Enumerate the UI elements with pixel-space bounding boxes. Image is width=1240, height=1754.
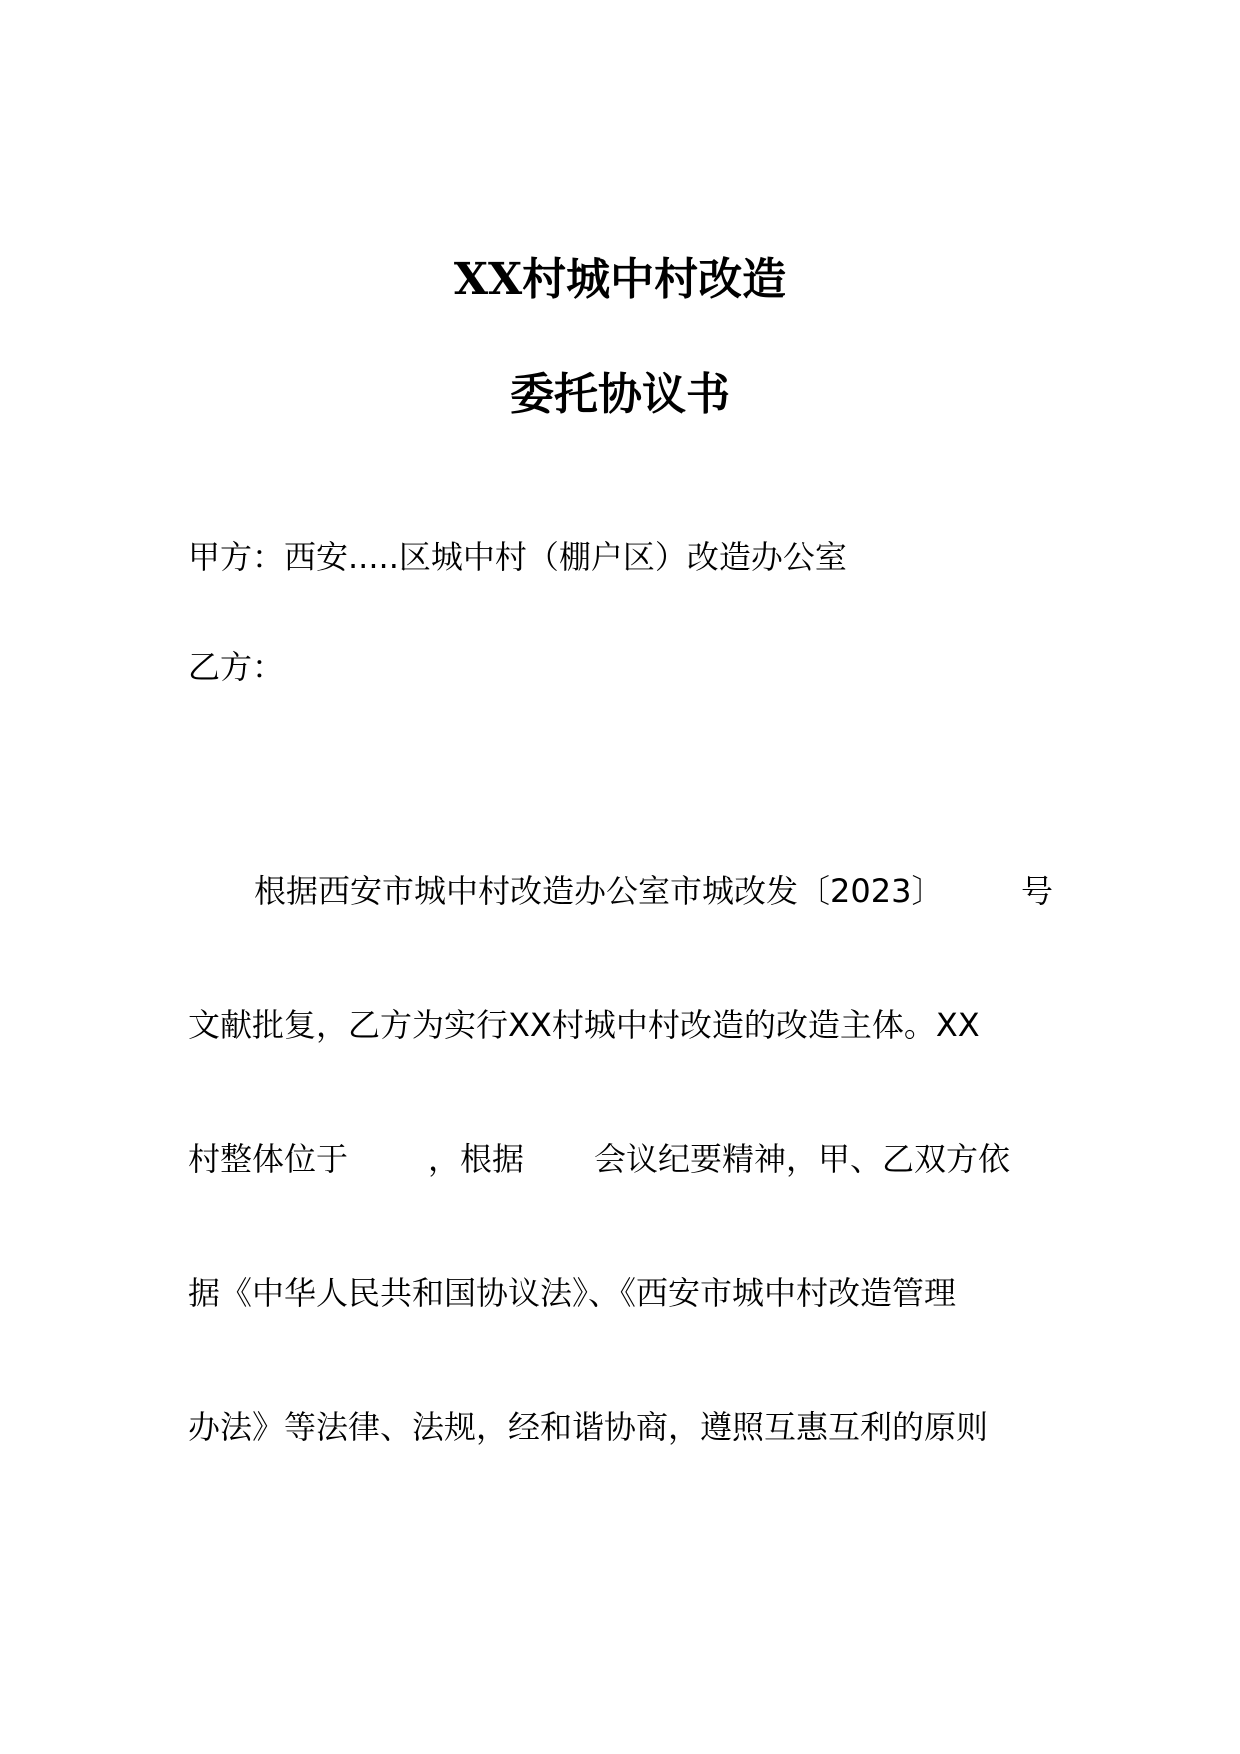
document-title-line-2: 委托协议书 (510, 369, 730, 420)
body-line-4-text: 据《中华人民共和国协议法》、《西安市城中村改造管理 (188, 1274, 957, 1312)
body-line-2-text: 文献批复，乙方为实行XX村城中村改造的改造主体。XX (188, 1006, 980, 1044)
party-a-line: 甲方：西安.....区城中村（棚户区）改造办公室 (188, 538, 847, 576)
body-line-3-part-2: ，根据 (428, 1140, 525, 1178)
body-line-1-text: 根据西安市城中村改造办公室市城改发〔2023〕 (254, 872, 944, 910)
body-line-3-part-3: 会议纪要精神，甲、乙双方依 (594, 1140, 1011, 1178)
party-b-line: 乙方： (188, 648, 285, 686)
body-line-5-text: 办法》等法律、法规，经和谐协商，遵照互惠互利的原则 (188, 1408, 989, 1446)
body-line-3 (188, 1137, 1053, 1181)
body-line-1 (188, 869, 1053, 913)
body-line-4 (188, 1271, 1053, 1315)
body-line-3-part-1: 村整体位于 (188, 1140, 349, 1178)
body-line-5 (188, 1405, 1053, 1449)
document-title-line-1: XX村城中村改造 (453, 254, 787, 305)
body-line-2 (188, 1003, 1053, 1047)
body-line-1-number-label: 号 (1020, 872, 1053, 910)
